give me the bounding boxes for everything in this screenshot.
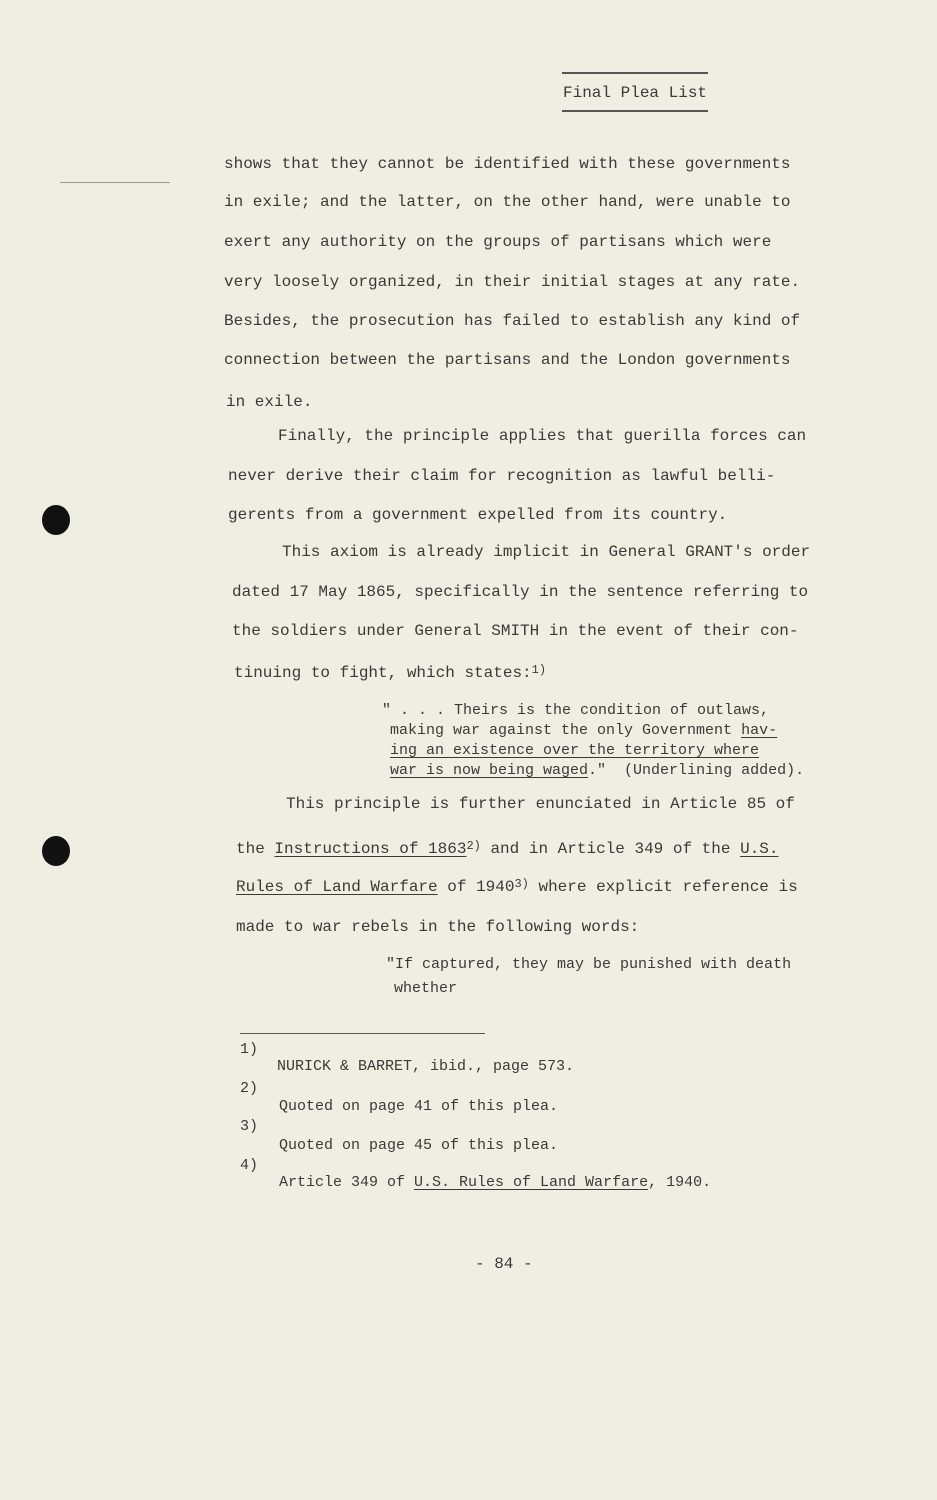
text-line: gerents from a government expelled from its country. (228, 506, 728, 524)
punch-hole (42, 505, 70, 535)
text-line (234, 664, 546, 682)
text-line (236, 840, 779, 858)
text-line: " . . . Theirs is the condition of outlaws, (382, 702, 770, 719)
footnote-text: NURICK & BARRET, ibid., page 573. (277, 1058, 575, 1075)
text-line: the soldiers under General SMITH in the event of their con- (232, 622, 799, 640)
text-segment: , 1940. (648, 1174, 712, 1191)
text-segment: where explicit reference is (528, 878, 798, 896)
text-line: This principle is further enunciated in Article 85 of (286, 795, 795, 813)
footnote-ref: 3) (514, 877, 529, 891)
text-segment: and in Article 349 of the (480, 840, 741, 858)
underlined-text: Instructions of 1863 (274, 840, 467, 858)
footnote-number: 3) (240, 1118, 259, 1135)
text-line: "If captured, they may be punished with death (386, 956, 792, 973)
underlined-text: hav- (741, 722, 778, 739)
underlined-text: U.S. (740, 840, 779, 858)
footnote-text (279, 1173, 711, 1193)
text-line: exert any authority on the groups of partisans which were (224, 233, 772, 251)
page-number: - 84 - (475, 1255, 533, 1273)
underlined-text: U.S. Rules of Land Warfare (414, 1174, 649, 1191)
text-line (390, 721, 777, 741)
margin-mark (60, 182, 170, 183)
text-line: in exile; and the latter, on the other hand, were unable to (224, 193, 791, 211)
header-rule-bottom (562, 110, 708, 112)
text-segment: of 1940 (437, 878, 515, 896)
footnote-number: 2) (240, 1080, 259, 1097)
text-line: Finally, the principle applies that guerilla forces can (278, 427, 807, 445)
text-line: shows that they cannot be identified with these governments (224, 155, 791, 173)
underlined-text: ing an existence over the territory where (390, 742, 760, 759)
text-line: dated 17 May 1865, specifically in the sentence referring to (232, 583, 809, 601)
text-line: in exile. (226, 393, 313, 411)
footnote-text: Quoted on page 41 of this plea. (279, 1098, 559, 1115)
text-line: very loosely organized, in their initial stages at any rate. (224, 273, 801, 291)
header-title: Final Plea List (563, 84, 708, 102)
text-segment: ." (Underlining added). (588, 762, 805, 779)
text-segment: tinuing to fight, which states: (234, 664, 532, 682)
text-line (390, 761, 804, 781)
text-line: This axiom is already implicit in General GRANT's order (282, 543, 811, 561)
text-line (236, 878, 798, 896)
text-segment: the (236, 840, 275, 858)
text-segment: making war against the only Government (390, 722, 742, 739)
text-line: Besides, the prosecution has failed to establish any kind of (224, 312, 801, 330)
text-line: made to war rebels in the following words: (236, 918, 640, 936)
underlined-text: Rules of Land Warfare (236, 878, 438, 896)
text-line: connection between the partisans and the London governments (224, 351, 791, 369)
footnote-text: Quoted on page 45 of this plea. (279, 1137, 559, 1154)
text-segment: Article 349 of (279, 1174, 415, 1191)
text-line (390, 741, 759, 761)
footnote-number: 1) (240, 1041, 259, 1058)
header-rule-top (562, 72, 708, 74)
text-line: whether (394, 980, 458, 997)
text-line: never derive their claim for recognition as lawful belli- (228, 467, 776, 485)
footnote-number: 4) (240, 1157, 259, 1174)
footnote-rule (240, 1033, 485, 1034)
underlined-text: war is now being waged (390, 762, 589, 779)
footnote-ref: 2) (466, 839, 481, 853)
footnote-ref: 1) (531, 663, 547, 677)
punch-hole (42, 836, 70, 866)
